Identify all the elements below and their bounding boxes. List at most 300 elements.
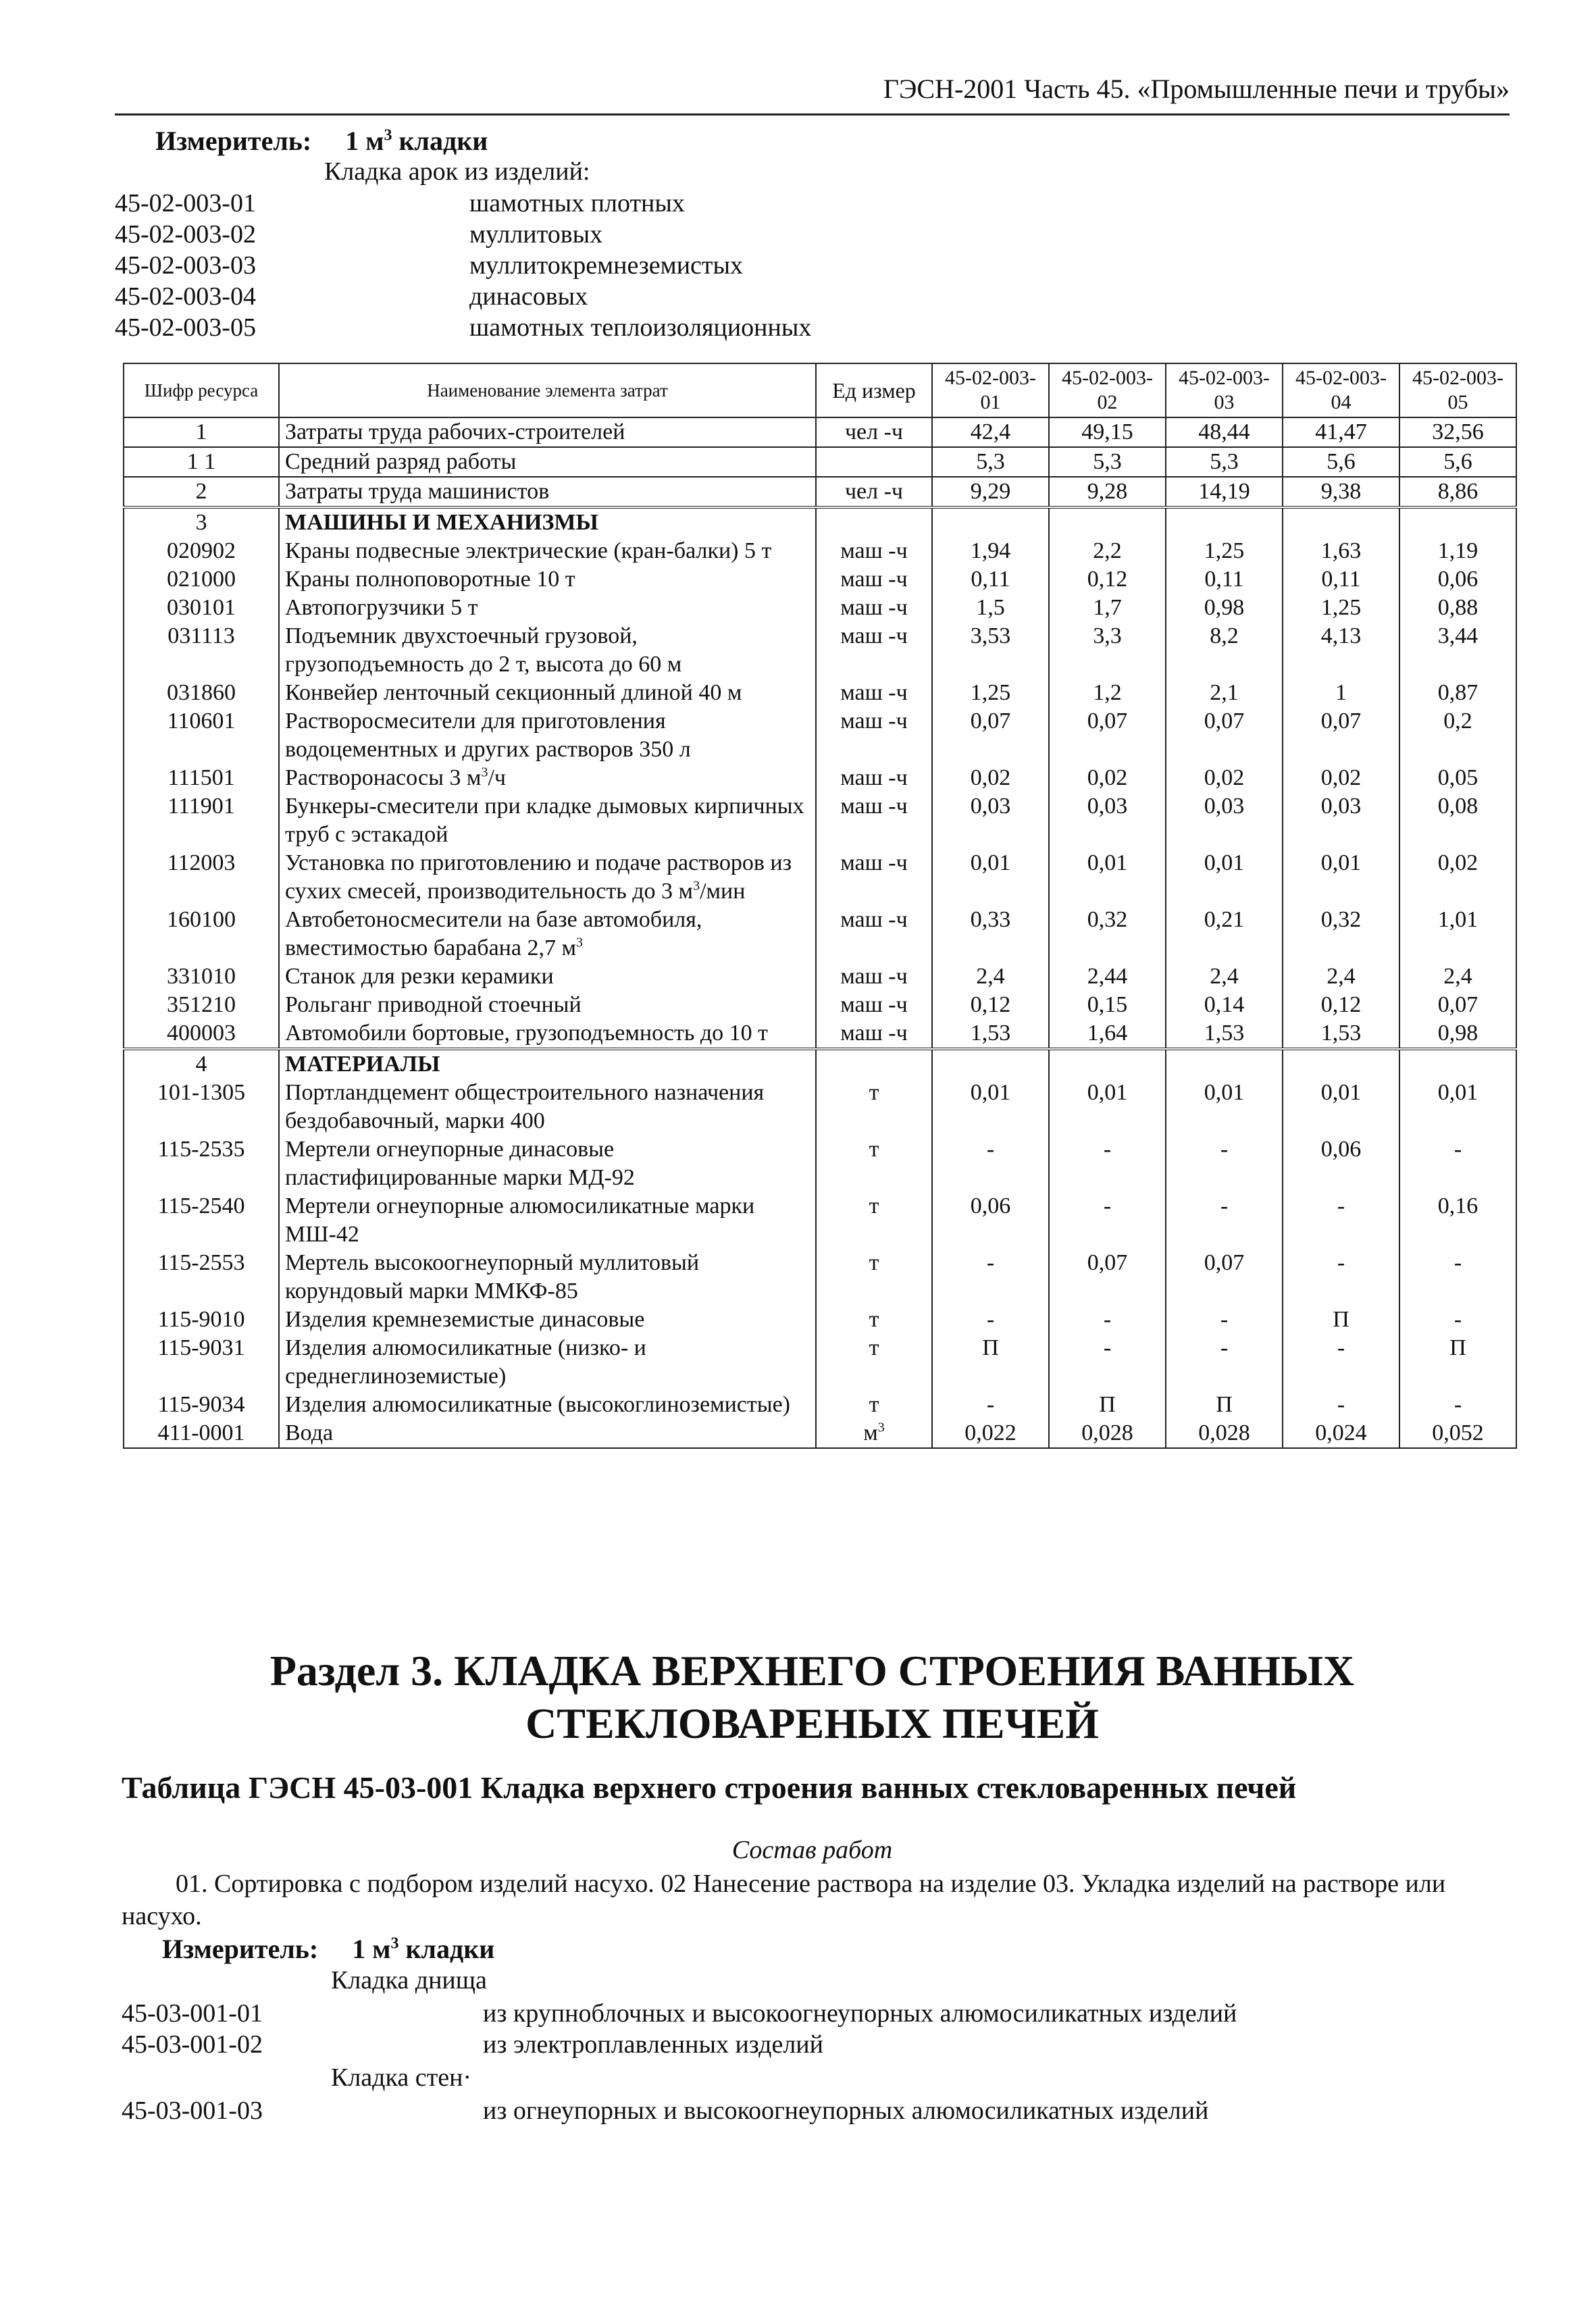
cell-unit-text: маш -ч xyxy=(840,680,908,705)
bottom-meter-sup: 3 xyxy=(390,1934,399,1953)
cell-value-1: 1,5 xyxy=(932,594,1049,622)
table-section-row xyxy=(124,1049,1516,1079)
cell-name-sup: 3 xyxy=(693,878,700,894)
cell-value-2: 2,44 xyxy=(1049,962,1166,991)
cell-unit xyxy=(816,477,932,507)
cell-value-4: 0,07 xyxy=(1283,707,1399,764)
cell-code: 1 1 xyxy=(124,447,279,477)
cell-value-1: П xyxy=(932,1334,1049,1391)
cell-name xyxy=(279,447,816,477)
cell-code: 351210 xyxy=(124,991,279,1019)
cell-code: 160100 xyxy=(124,906,279,962)
cell-unit-text: м xyxy=(863,1420,878,1445)
table-row xyxy=(124,622,1516,679)
cell-value-1: 0,01 xyxy=(932,849,1049,906)
top-meter-value: 1 м xyxy=(345,126,384,156)
cell-value-5: 1,01 xyxy=(1399,906,1516,962)
cell-unit-text: т xyxy=(869,1137,879,1162)
cell-value-4: 0,01 xyxy=(1283,849,1399,906)
cell-value-5: 0,02 xyxy=(1399,849,1516,906)
cell-value-2: 0,03 xyxy=(1049,792,1166,849)
cell-value-3: 48,44 xyxy=(1166,417,1283,447)
cell-value-3: 1,53 xyxy=(1166,1019,1283,1049)
cell-value-3 xyxy=(1166,507,1283,537)
cell-unit-text: маш -ч xyxy=(840,1021,908,1046)
cell-value-1: - xyxy=(932,1135,1049,1192)
cell-value-5: П xyxy=(1399,1334,1516,1391)
cell-name xyxy=(279,1019,816,1049)
bottom-code-list-1 xyxy=(122,1998,1237,2060)
cell-name xyxy=(279,622,816,679)
cell-value-4: 2,4 xyxy=(1283,962,1399,991)
cell-value-1: 1,94 xyxy=(932,537,1049,565)
cell-value-2: 5,3 xyxy=(1049,447,1166,477)
cell-name-text: Изделия алюмосиликатные (высокоглиноземистые) xyxy=(285,1392,790,1417)
cell-name xyxy=(279,991,816,1019)
cell-unit xyxy=(816,1079,932,1135)
cell-value-1: 2,4 xyxy=(932,962,1049,991)
cell-value-4: 0,01 xyxy=(1283,1079,1399,1135)
cell-value-4: 1,25 xyxy=(1283,594,1399,622)
cell-value-5: 0,07 xyxy=(1399,991,1516,1019)
list-item: 45-03-001-02 из электроплавленных изделий xyxy=(122,2030,823,2059)
cell-code: 020902 xyxy=(124,537,279,565)
cell-value-5 xyxy=(1399,507,1516,537)
cell-value-2: 0,01 xyxy=(1049,1079,1166,1135)
top-group-label: Кладка арок из изделий: xyxy=(324,157,590,186)
header-name: Наименование элемента затрат xyxy=(279,363,816,417)
table-row xyxy=(124,679,1516,707)
cell-unit-text: т xyxy=(869,1392,879,1417)
cell-value-5: 0,98 xyxy=(1399,1019,1516,1049)
cell-name-tail: /мин xyxy=(700,879,746,904)
cell-code: 111901 xyxy=(124,792,279,849)
cell-code: 400003 xyxy=(124,1019,279,1049)
cell-name-text: Затраты труда рабочих-строителей xyxy=(285,419,625,444)
cell-value-2: 0,028 xyxy=(1049,1419,1166,1448)
cell-unit-text: т xyxy=(869,1307,879,1332)
cell-value-2: - xyxy=(1049,1192,1166,1249)
table-row xyxy=(124,1192,1516,1249)
cell-unit xyxy=(816,537,932,565)
cell-unit-text: маш -ч xyxy=(840,992,908,1017)
header-col-3: 45-02-003-03 xyxy=(1166,363,1283,417)
cell-value-4: 9,38 xyxy=(1283,477,1399,507)
table-row xyxy=(124,707,1516,764)
cell-unit-text: маш -ч xyxy=(840,623,908,648)
cell-value-1: 0,01 xyxy=(932,1079,1049,1135)
cell-name-text: Мертель высокоогнеупорный муллитовый корундовый марки ММКФ-85 xyxy=(285,1250,700,1304)
cell-unit xyxy=(816,417,932,447)
cell-name-text: Средний разряд работы xyxy=(285,449,517,474)
cell-value-4: 0,11 xyxy=(1283,565,1399,594)
cell-name xyxy=(279,1419,816,1448)
cell-name xyxy=(279,906,816,962)
cell-unit-text: чел -ч xyxy=(844,419,904,444)
cell-value-3: 0,07 xyxy=(1166,1249,1283,1306)
cell-code: 030101 xyxy=(124,594,279,622)
table-row xyxy=(124,906,1516,962)
cell-unit-text: маш -ч xyxy=(840,709,908,734)
cell-value-4: 0,32 xyxy=(1283,906,1399,962)
cell-code: 101-1305 xyxy=(124,1079,279,1135)
cell-name xyxy=(279,507,816,537)
cell-value-5: 0,88 xyxy=(1399,594,1516,622)
cell-value-3: 0,11 xyxy=(1166,565,1283,594)
table-row xyxy=(124,1391,1516,1419)
cell-unit-text: маш -ч xyxy=(840,567,908,592)
cell-value-1: 3,53 xyxy=(932,622,1049,679)
cell-name xyxy=(279,477,816,507)
cell-value-5: 5,6 xyxy=(1399,447,1516,477)
table-row xyxy=(124,1334,1516,1391)
cell-name-text: Мертели огнеупорные алюмосиликатные марки МШ-42 xyxy=(285,1193,755,1247)
cell-value-1: 0,33 xyxy=(932,906,1049,962)
top-meter-sup: 3 xyxy=(384,126,392,145)
cell-value-5: 0,08 xyxy=(1399,792,1516,849)
list-item: 45-03-001-01 из крупноблочных и высокоогнеупорных алюмосиликатных изделий xyxy=(122,1999,1237,2028)
cell-name xyxy=(279,1334,816,1391)
cell-value-2: 0,07 xyxy=(1049,1249,1166,1306)
cell-name-text: Установка по приготовлению и подаче растворов из сухих смесей, производительность до 3 м xyxy=(285,850,792,904)
cell-value-3: 0,028 xyxy=(1166,1419,1283,1448)
cell-name xyxy=(279,417,816,447)
cell-name xyxy=(279,1391,816,1419)
cell-value-1: 5,3 xyxy=(932,447,1049,477)
cell-name-text: Подъемник двухстоечный грузовой, грузоподъемность до 2 т, высота до 60 м xyxy=(285,623,682,677)
header-col-2: 45-02-003-02 xyxy=(1049,363,1166,417)
cell-value-5: 2,4 xyxy=(1399,962,1516,991)
table-header-row xyxy=(124,363,1516,417)
cell-value-3: 2,4 xyxy=(1166,962,1283,991)
table-body xyxy=(124,417,1516,1448)
cell-value-1: - xyxy=(932,1306,1049,1334)
table-row xyxy=(124,764,1516,792)
cell-value-4: 0,02 xyxy=(1283,764,1399,792)
table-row xyxy=(124,594,1516,622)
cell-name-sup: 3 xyxy=(481,765,488,780)
cell-name-text: МАШИНЫ И МЕХАНИЗМЫ xyxy=(285,510,598,535)
cell-value-2: 49,15 xyxy=(1049,417,1166,447)
cell-unit xyxy=(816,1135,932,1192)
works-title: Состав работ xyxy=(731,1836,893,1864)
cell-value-1: 0,03 xyxy=(932,792,1049,849)
cell-name-text: Растворосмесители для приготовления водоцементных и других растворов 350 л xyxy=(285,709,691,762)
cell-value-2: 0,01 xyxy=(1049,849,1166,906)
cell-value-1: 42,4 xyxy=(932,417,1049,447)
cell-name-text: Портландцемент общестроительного назначения бездобавочный, марки 400 xyxy=(285,1080,765,1133)
cell-value-4: 1,53 xyxy=(1283,1019,1399,1049)
cell-code: 112003 xyxy=(124,849,279,906)
cell-unit-text: т xyxy=(869,1335,879,1360)
cell-value-2: 9,28 xyxy=(1049,477,1166,507)
cell-value-5: - xyxy=(1399,1391,1516,1419)
cell-value-4: - xyxy=(1283,1334,1399,1391)
cell-value-5: 1,19 xyxy=(1399,537,1516,565)
list-item: 45-03-001-03 из огнеупорных и высокоогнеупорных алюмосиликатных изделий xyxy=(122,2097,1209,2125)
cell-value-4: 0,06 xyxy=(1283,1135,1399,1192)
list-item: 45-02-003-05 шамотных теплоизоляционных xyxy=(115,313,812,342)
cell-name-text: Краны подвесные электрические (кран-балки) 5 т xyxy=(285,538,772,563)
cell-code: 115-9010 xyxy=(124,1306,279,1334)
cell-unit xyxy=(816,1019,932,1049)
cell-value-3: 2,1 xyxy=(1166,679,1283,707)
list-item: 45-02-003-04 динасовых xyxy=(115,282,588,311)
cell-name-text: Автобетоносмесители на базе автомобиля, вместимостью барабана 2,7 м xyxy=(285,907,702,960)
cell-code: 411-0001 xyxy=(124,1419,279,1448)
cell-value-3: 8,2 xyxy=(1166,622,1283,679)
cell-name-tail: /ч xyxy=(488,765,506,790)
cell-unit xyxy=(816,622,932,679)
cell-value-2 xyxy=(1049,507,1166,537)
cell-value-5: 0,052 xyxy=(1399,1419,1516,1448)
cell-unit xyxy=(816,906,932,962)
cell-value-3: 0,01 xyxy=(1166,1079,1283,1135)
cell-value-4: 0,024 xyxy=(1283,1419,1399,1448)
cell-name xyxy=(279,849,816,906)
cell-unit xyxy=(816,1391,932,1419)
cell-name xyxy=(279,594,816,622)
cell-value-4: 0,12 xyxy=(1283,991,1399,1019)
cell-unit xyxy=(816,1249,932,1306)
cell-name-text: МАТЕРИАЛЫ xyxy=(285,1052,440,1077)
header-col-1: 45-02-003-01 xyxy=(932,363,1049,417)
cell-unit-text: чел -ч xyxy=(844,479,904,504)
cell-unit xyxy=(816,1334,932,1391)
cell-code: 021000 xyxy=(124,565,279,594)
cell-value-1: 0,11 xyxy=(932,565,1049,594)
cell-value-2 xyxy=(1049,1049,1166,1079)
cell-unit-text: т xyxy=(869,1250,879,1275)
cell-name-text: Станок для резки керамики xyxy=(285,964,554,989)
cell-value-4: П xyxy=(1283,1306,1399,1334)
table-row xyxy=(124,447,1516,477)
cell-name-text: Растворонасосы 3 м xyxy=(285,765,482,790)
table-section-row xyxy=(124,507,1516,537)
cell-name-text: Автопогрузчики 5 т xyxy=(285,595,478,620)
cell-value-5: 0,05 xyxy=(1399,764,1516,792)
cell-value-2: 0,02 xyxy=(1049,764,1166,792)
cell-value-2: - xyxy=(1049,1334,1166,1391)
cell-value-5: 0,01 xyxy=(1399,1079,1516,1135)
cell-value-4: - xyxy=(1283,1249,1399,1306)
cell-unit-text: т xyxy=(869,1080,879,1105)
cell-unit-text: маш -ч xyxy=(840,765,908,790)
cell-value-3: - xyxy=(1166,1306,1283,1334)
cell-code: 1 xyxy=(124,417,279,447)
table-row xyxy=(124,991,1516,1019)
cell-value-2: 3,3 xyxy=(1049,622,1166,679)
cell-value-4 xyxy=(1283,507,1399,537)
cell-value-1: - xyxy=(932,1391,1049,1419)
cell-unit xyxy=(816,507,932,537)
header-col-5: 45-02-003-05 xyxy=(1399,363,1516,417)
cell-value-2: 1,2 xyxy=(1049,679,1166,707)
cell-value-5: 0,87 xyxy=(1399,679,1516,707)
cell-unit xyxy=(816,764,932,792)
cell-name xyxy=(279,764,816,792)
cell-unit xyxy=(816,594,932,622)
cell-name-text: Вода xyxy=(285,1420,334,1445)
cell-value-1: 0,12 xyxy=(932,991,1049,1019)
cell-value-5: 8,86 xyxy=(1399,477,1516,507)
cell-unit xyxy=(816,991,932,1019)
bottom-meter-unit: кладки xyxy=(405,1934,495,1964)
cell-name-text: Автомобили бортовые, грузоподъемность до 10 т xyxy=(285,1021,769,1046)
section-title: Раздел 3. КЛАДКА ВЕРХНЕГО СТРОЕНИЯ ВАННЫХ СТЕКЛОВАРЕНЫХ ПЕЧЕЙ xyxy=(269,1647,1355,1747)
cell-unit xyxy=(816,707,932,764)
cell-unit xyxy=(816,849,932,906)
cell-value-3: 0,01 xyxy=(1166,849,1283,906)
cell-name xyxy=(279,565,816,594)
cell-code: 031860 xyxy=(124,679,279,707)
cell-value-1: 0,02 xyxy=(932,764,1049,792)
top-code-list xyxy=(115,188,811,343)
table-row xyxy=(124,537,1516,565)
cell-code: 115-2535 xyxy=(124,1135,279,1192)
cell-name xyxy=(279,537,816,565)
cell-value-2: 1,7 xyxy=(1049,594,1166,622)
cell-unit-sup: 3 xyxy=(877,1420,885,1435)
cell-value-2: - xyxy=(1049,1306,1166,1334)
cell-value-4 xyxy=(1283,1049,1399,1079)
cell-value-4: 5,6 xyxy=(1283,447,1399,477)
cell-value-1 xyxy=(932,507,1049,537)
cell-code: 115-9034 xyxy=(124,1391,279,1419)
cell-code: 331010 xyxy=(124,962,279,991)
works-text: 01. Сортировка с подбором изделий насухо. 02 Нанесение раствора на изделие 03. Укладка изделий на растворе или насухо. xyxy=(122,1870,1446,1930)
cell-name-text: Краны полноповоротные 10 т xyxy=(285,567,575,592)
cell-value-3: П xyxy=(1166,1391,1283,1419)
cell-unit xyxy=(816,1192,932,1249)
running-header: ГЭСН-2001 Часть 45. «Промышленные печи и трубы» xyxy=(883,74,1510,104)
cell-value-3: 0,02 xyxy=(1166,764,1283,792)
cell-value-5 xyxy=(1399,1049,1516,1079)
list-item: 45-02-003-03 муллитокремнеземистых xyxy=(115,251,744,280)
cell-value-4: 1 xyxy=(1283,679,1399,707)
cell-value-2: 0,12 xyxy=(1049,565,1166,594)
cell-value-3: 5,3 xyxy=(1166,447,1283,477)
cell-name-text: Рольганг приводной стоечный xyxy=(285,992,582,1017)
cell-value-1: 1,53 xyxy=(932,1019,1049,1049)
cell-value-3: 0,07 xyxy=(1166,707,1283,764)
cell-value-1 xyxy=(932,1049,1049,1079)
list-item: 45-02-003-01 шамотных плотных xyxy=(115,189,685,217)
cell-value-3: 1,25 xyxy=(1166,537,1283,565)
cell-value-1: 1,25 xyxy=(932,679,1049,707)
bottom-group-1: Кладка днища xyxy=(331,1966,487,1995)
cell-name xyxy=(279,1306,816,1334)
cell-code: 115-2553 xyxy=(124,1249,279,1306)
cell-value-4: 41,47 xyxy=(1283,417,1399,447)
cell-unit xyxy=(816,1306,932,1334)
top-meter-unit: кладки xyxy=(398,126,488,156)
cell-unit-text: маш -ч xyxy=(840,907,908,932)
cell-value-5: 0,16 xyxy=(1399,1192,1516,1249)
table-row xyxy=(124,962,1516,991)
table-title: Таблица ГЭСН 45-03-001 Кладка верхнего строения ванных стекловаренных печей xyxy=(122,1770,1297,1805)
table-row xyxy=(124,1306,1516,1334)
table-row xyxy=(124,1419,1516,1448)
cell-name xyxy=(279,1049,816,1079)
cell-code: 2 xyxy=(124,477,279,507)
cell-value-1: 0,022 xyxy=(932,1419,1049,1448)
cell-name xyxy=(279,707,816,764)
cell-value-3: 14,19 xyxy=(1166,477,1283,507)
cell-value-3 xyxy=(1166,1049,1283,1079)
cell-name xyxy=(279,1079,816,1135)
cell-unit xyxy=(816,447,932,477)
cell-value-4: 4,13 xyxy=(1283,622,1399,679)
bottom-meter xyxy=(162,1933,494,1965)
cell-value-3: - xyxy=(1166,1192,1283,1249)
cell-unit xyxy=(816,962,932,991)
table-row xyxy=(124,1019,1516,1049)
header-rule xyxy=(115,113,1510,115)
top-meter-label: Измеритель: xyxy=(155,126,312,156)
cell-value-2: 0,07 xyxy=(1049,707,1166,764)
cell-value-5: 0,06 xyxy=(1399,565,1516,594)
cell-value-3: 0,03 xyxy=(1166,792,1283,849)
table-row xyxy=(124,792,1516,849)
header-unit: Ед измер xyxy=(816,363,932,417)
list-item: 45-02-003-02 муллитовых xyxy=(115,220,603,249)
cell-name-text: Изделия кремнеземистые динасовые xyxy=(285,1307,645,1332)
cell-name-text: Изделия алюмосиликатные (низко- и среднеглиноземистые) xyxy=(285,1335,646,1389)
bottom-code-list-2 xyxy=(122,2095,1208,2126)
cell-unit xyxy=(816,565,932,594)
cell-unit xyxy=(816,1419,932,1448)
cell-value-1: 0,06 xyxy=(932,1192,1049,1249)
bottom-meter-value: 1 м xyxy=(352,1934,391,1964)
cell-name-sup: 3 xyxy=(575,935,583,950)
cell-unit-text: маш -ч xyxy=(840,595,908,620)
norms-table xyxy=(123,363,1517,1449)
cell-unit xyxy=(816,792,932,849)
header-col-4: 45-02-003-04 xyxy=(1283,363,1399,417)
cell-value-5: - xyxy=(1399,1135,1516,1192)
cell-name xyxy=(279,962,816,991)
cell-value-5: 32,56 xyxy=(1399,417,1516,447)
table-row xyxy=(124,1079,1516,1135)
table-row xyxy=(124,417,1516,447)
cell-unit-text: маш -ч xyxy=(840,794,908,819)
cell-unit xyxy=(816,679,932,707)
bottom-meter-label: Измеритель: xyxy=(162,1934,319,1964)
cell-name xyxy=(279,792,816,849)
cell-code: 031113 xyxy=(124,622,279,679)
cell-value-2: - xyxy=(1049,1135,1166,1192)
cell-value-2: П xyxy=(1049,1391,1166,1419)
cell-name-text: Конвейер ленточный секционный длиной 40 м xyxy=(285,680,742,705)
cell-value-2: 1,64 xyxy=(1049,1019,1166,1049)
top-meter xyxy=(155,125,488,157)
cell-value-5: 0,2 xyxy=(1399,707,1516,764)
cell-value-5: - xyxy=(1399,1306,1516,1334)
cell-value-1: 0,07 xyxy=(932,707,1049,764)
cell-value-5: - xyxy=(1399,1249,1516,1306)
cell-value-3: 0,14 xyxy=(1166,991,1283,1019)
table-row xyxy=(124,1135,1516,1192)
cell-unit-text: маш -ч xyxy=(840,850,908,875)
cell-value-3: - xyxy=(1166,1135,1283,1192)
table-row xyxy=(124,849,1516,906)
cell-value-1: 9,29 xyxy=(932,477,1049,507)
cell-value-4: - xyxy=(1283,1391,1399,1419)
cell-value-5: 3,44 xyxy=(1399,622,1516,679)
cell-name-text: Бункеры-смесители при кладке дымовых кирпичных труб с эстакадой xyxy=(285,794,804,847)
cell-unit-text: маш -ч xyxy=(840,964,908,989)
